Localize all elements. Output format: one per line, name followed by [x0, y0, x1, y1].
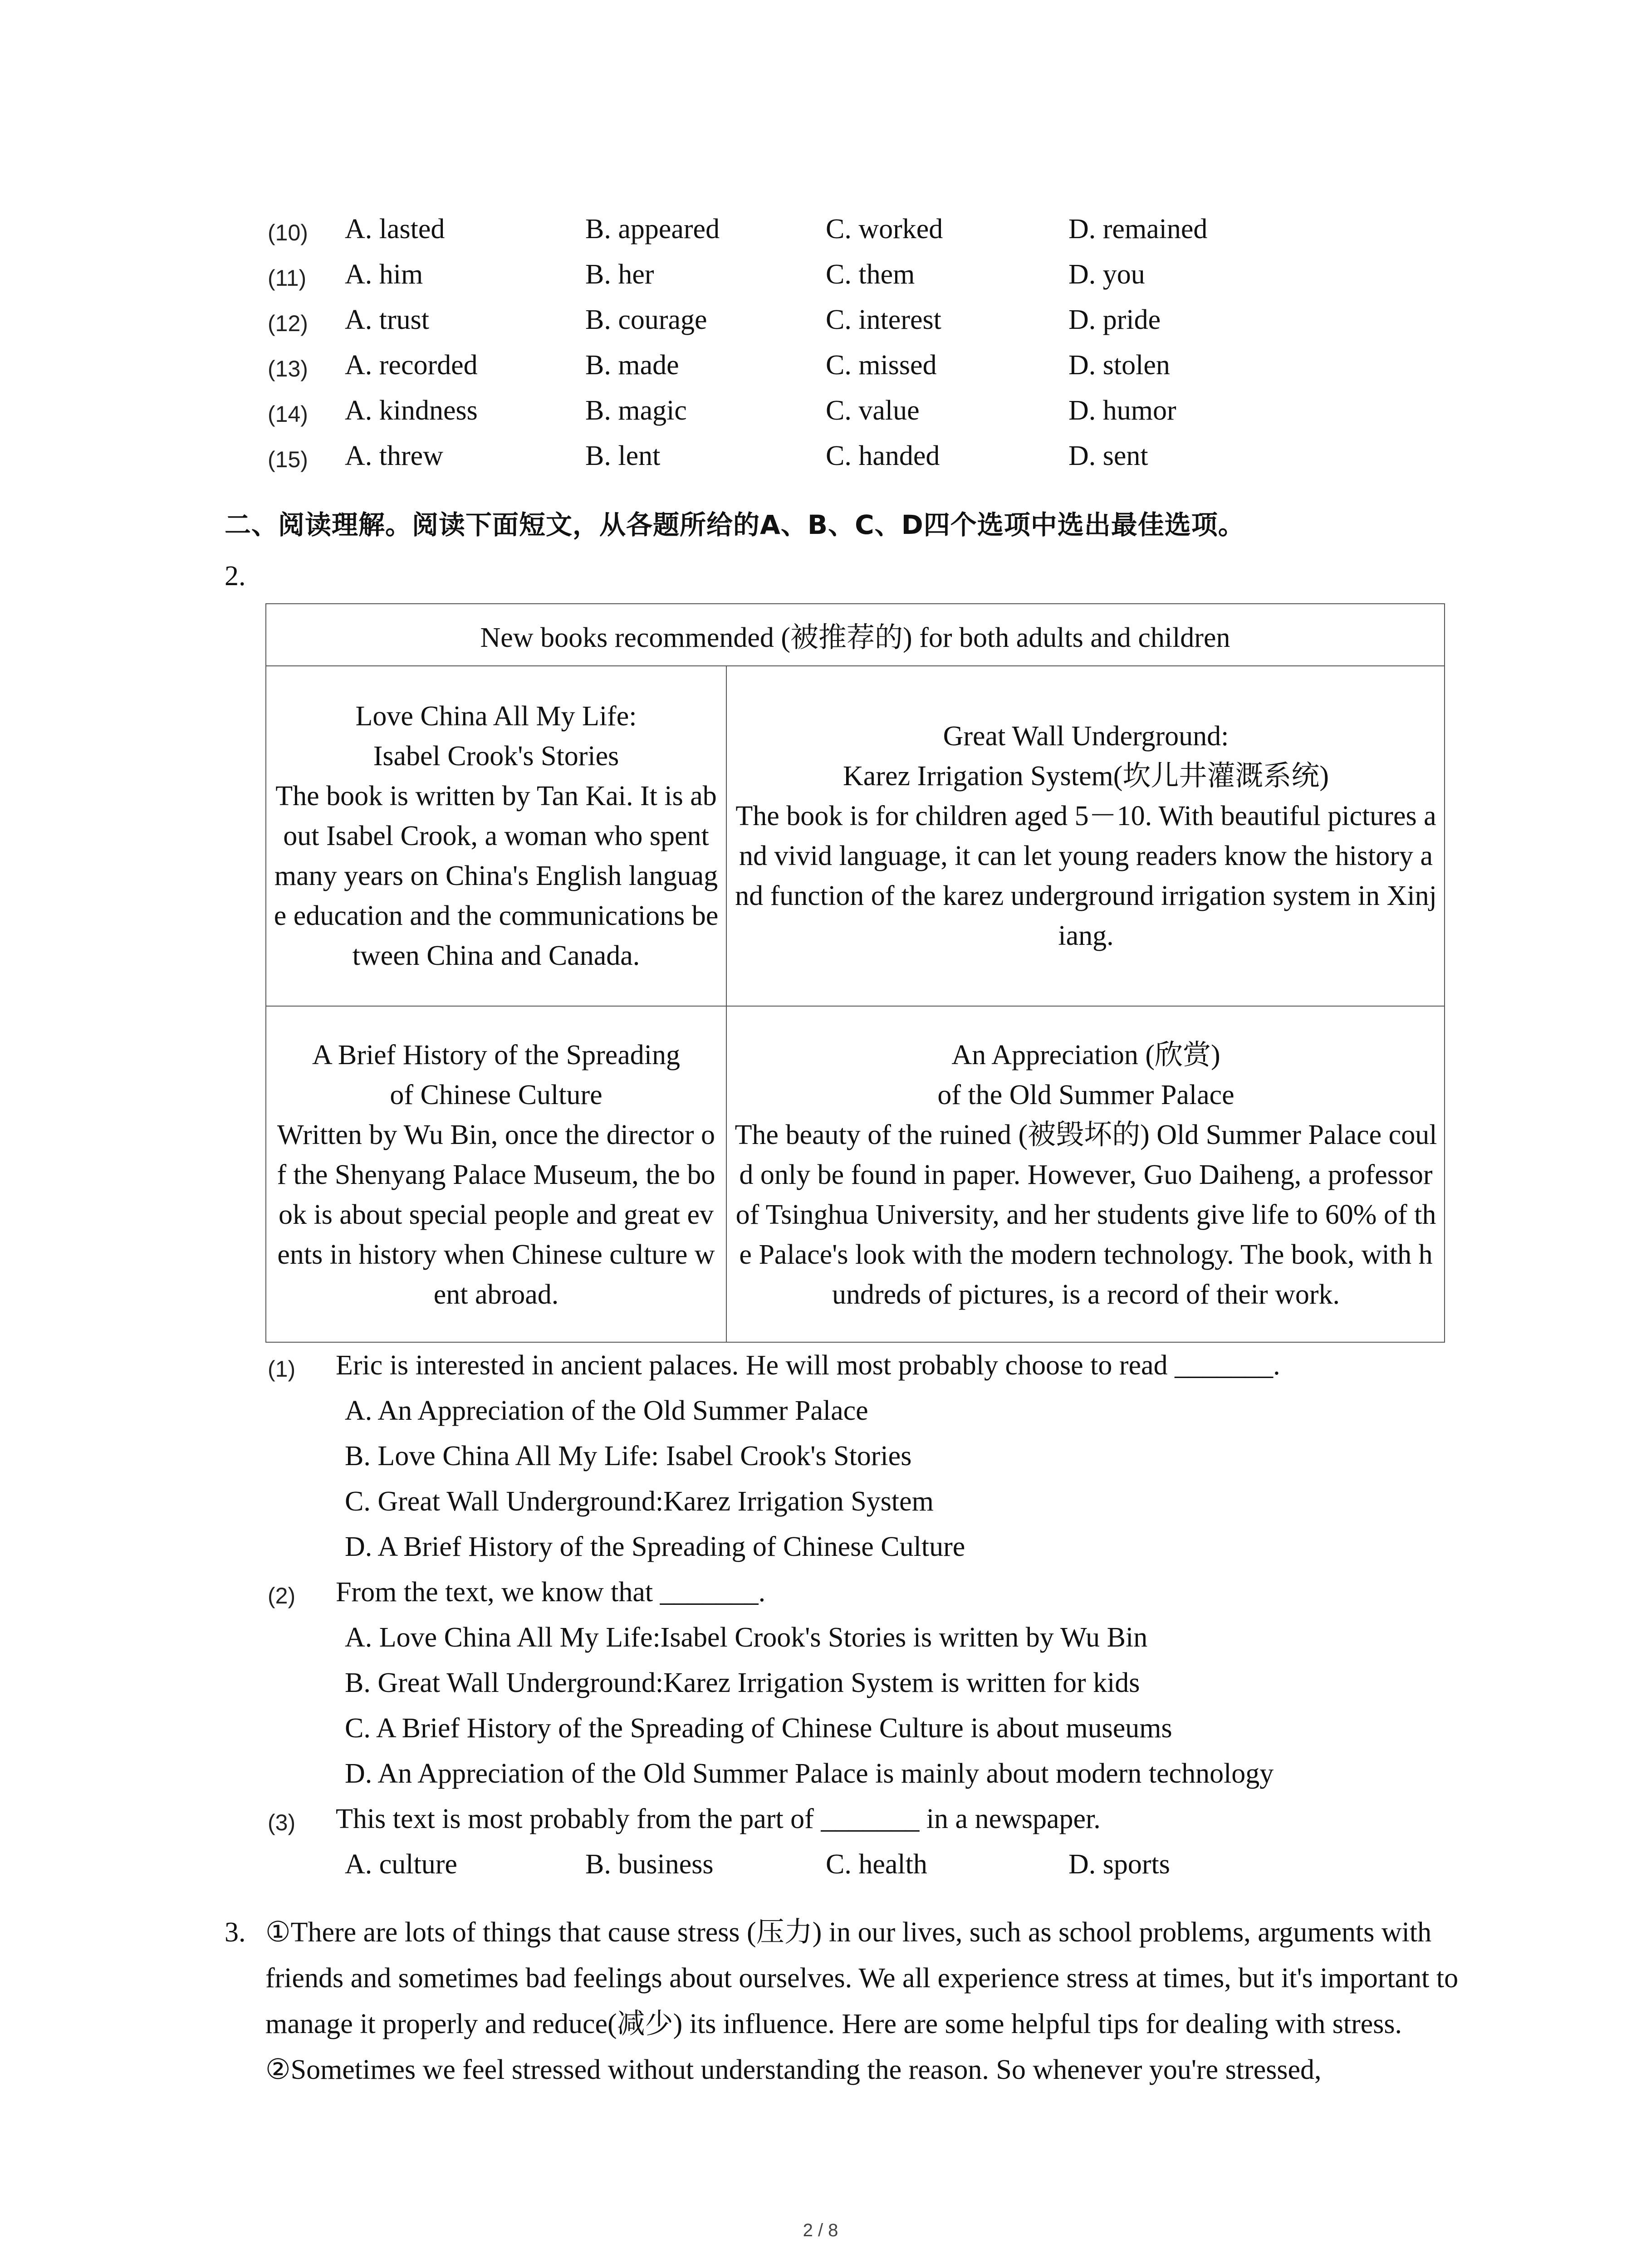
book-description: The book is written by Tan Kai. It is about Isabel Crook, a woman who spent many years on China's English language education and the communications between China and Canada.	[274, 781, 719, 971]
option-d: D. sent	[1068, 440, 1148, 471]
choice-d: D. sports	[1068, 1849, 1170, 1880]
question-number: (15)	[268, 447, 308, 472]
section-heading: 二、阅读理解。阅读下面短文，从各题所给的A、B、C、D四个选项中选出最佳选项。	[225, 509, 1245, 540]
book-title-line2: of the Old Summer Palace	[937, 1079, 1234, 1110]
option-d: D. you	[1068, 259, 1145, 290]
option-c: C. handed	[826, 440, 940, 471]
question-stem: Eric is interested in ancient palaces. He will most probably choose to read _______.	[336, 1350, 1280, 1381]
option-a: A. kindness	[345, 395, 478, 426]
option-c: C. missed	[826, 350, 937, 381]
question-number: (13)	[268, 356, 308, 381]
choice-b: B. Great Wall Underground:Karez Irrigation System is written for kids	[345, 1667, 1140, 1698]
book-title-line2: Isabel Crook's Stories	[373, 741, 619, 772]
option-a: A. lasted	[345, 214, 445, 244]
question-number: (11)	[268, 265, 307, 291]
question-number: (3)	[268, 1810, 296, 1835]
choice-a: A. An Appreciation of the Old Summer Palace	[345, 1395, 868, 1426]
table-header: New books recommended (被推荐的) for both adults and children	[266, 604, 1444, 666]
option-a: A. threw	[345, 440, 443, 471]
option-b: B. her	[585, 259, 654, 290]
question-stem: From the text, we know that _______.	[336, 1577, 766, 1608]
book-cell-chinese-culture	[266, 1007, 727, 1343]
option-d: D. pride	[1068, 304, 1161, 335]
option-c: C. worked	[826, 214, 943, 244]
paragraph-1: ①There are lots of things that cause stress (压力) in our lives, such as school problems, arguments with friends and sometimes bad feelings about ourselves. We all experience stress at times, but it's important to manage it properly and reduce(减少) its influence. Here are some helpful tips for dealing with stress.	[265, 1917, 1459, 2039]
choice-a: A. Love China All My Life:Isabel Crook's Stories is written by Wu Bin	[345, 1622, 1148, 1653]
book-title-line1: Love China All My Life:	[355, 701, 637, 732]
book-description: Written by Wu Bin, once the director of the Shenyang Palace Museum, the book is about special people and great events in history when Chinese culture went abroad.	[277, 1119, 715, 1310]
book-cell-great-wall-underground	[727, 666, 1445, 1007]
choice-c: C. Great Wall Underground:Karez Irrigation System	[345, 1486, 934, 1517]
choice-b: B. business	[585, 1849, 714, 1880]
question-number: (12)	[268, 311, 308, 336]
option-d: D. stolen	[1068, 350, 1170, 381]
option-b: B. appeared	[585, 214, 720, 244]
book-title-line1: An Appreciation (欣赏)	[951, 1039, 1220, 1070]
book-title-line1: A Brief History of the Spreading	[312, 1039, 681, 1070]
option-a: A. him	[345, 259, 423, 290]
option-a: A. recorded	[345, 350, 478, 381]
question-number: (14)	[268, 401, 308, 427]
choice-c: C. A Brief History of the Spreading of Chinese Culture is about museums	[345, 1713, 1172, 1744]
choice-c: C. health	[826, 1849, 927, 1880]
question-number: (10)	[268, 220, 308, 245]
option-c: C. value	[826, 395, 920, 426]
option-d: D. humor	[1068, 395, 1176, 426]
option-c: C. them	[826, 259, 915, 290]
option-a: A. trust	[345, 304, 429, 335]
choice-b: B. Love China All My Life: Isabel Crook's Stories	[345, 1441, 912, 1471]
page-number: 2 / 8	[803, 2220, 838, 2240]
book-title-line2: Karez Irrigation System(坎儿井灌溉系统)	[843, 761, 1329, 792]
option-b: B. courage	[585, 304, 707, 335]
question-stem: This text is most probably from the part of _______ in a newspaper.	[336, 1804, 1101, 1834]
choice-d: D. A Brief History of the Spreading of Chinese Culture	[345, 1531, 965, 1562]
choice-d: D. An Appreciation of the Old Summer Palace is mainly about modern technology	[345, 1758, 1274, 1789]
book-cell-old-summer-palace	[727, 1007, 1445, 1343]
paragraph-2: ②Sometimes we feel stressed without understanding the reason. So whenever you're stressed,	[265, 2054, 1322, 2085]
book-description: The beauty of the ruined (被毁坏的) Old Summer Palace could only be found in paper. However, Guo Daiheng, a professor of Tsinghua University, and her students give life to 60% of the Palace's look with the modern technology. The book, with hundreds of pictures, is a record of their work.	[735, 1119, 1437, 1310]
book-title-line1: Great Wall Underground:	[943, 721, 1229, 752]
option-b: B. magic	[585, 395, 687, 426]
option-b: B. made	[585, 350, 679, 381]
question-number: (2)	[268, 1583, 296, 1608]
option-b: B. lent	[585, 440, 661, 471]
question-2-number: 2.	[225, 561, 246, 591]
question-number: (1)	[268, 1356, 296, 1382]
choice-a: A. culture	[345, 1849, 457, 1880]
book-cell-love-china	[266, 666, 727, 1007]
option-c: C. interest	[826, 304, 941, 335]
books-table	[265, 603, 1445, 1343]
option-d: D. remained	[1068, 214, 1208, 244]
question-3-number: 3.	[225, 1917, 246, 1948]
book-title-line2: of Chinese Culture	[390, 1079, 603, 1110]
book-description: The book is for children aged 5－10. With beautiful pictures and vivid language, it can let young readers know the history and function of the karez underground irrigation system in Xinjiang.	[735, 801, 1437, 951]
question-3-passage	[225, 1910, 1468, 2093]
